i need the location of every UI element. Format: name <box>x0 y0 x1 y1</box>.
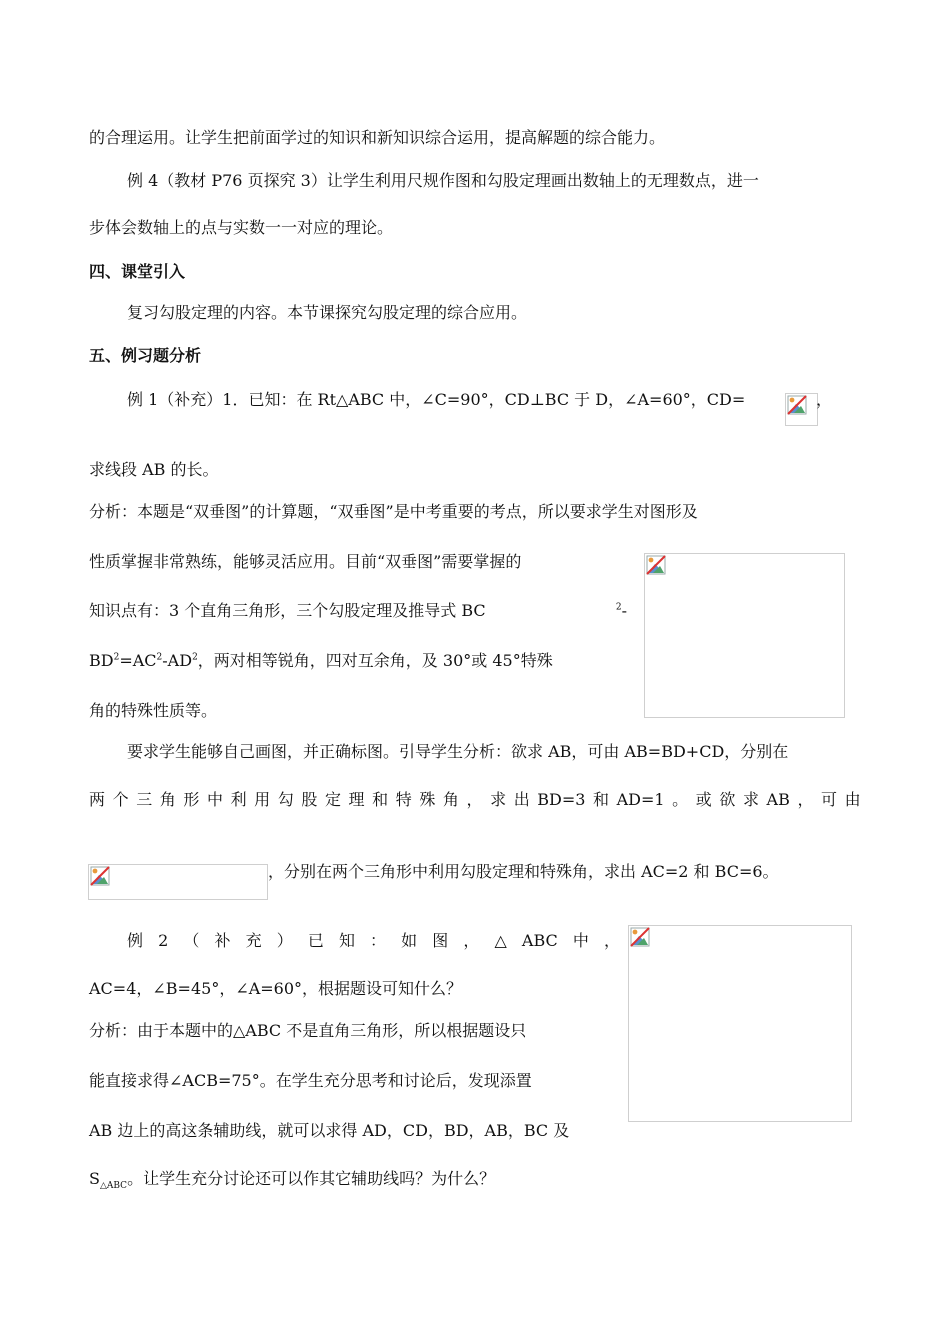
text-token: 中 <box>206 790 223 809</box>
text-line: 求线段 AB 的长。 <box>89 460 219 479</box>
figure-image <box>628 925 852 1122</box>
text-line: 要求学生能够自己画图，并正确标图。引导学生分析：欲求 AB，可由 AB=BD+CD，分别在 <box>127 742 789 761</box>
text-line: 能直接求得∠ACB=75°。在学生充分思考和讨论后，发现添置 <box>89 1071 532 1090</box>
text-line <box>89 600 627 622</box>
text-line-justified <box>89 789 861 811</box>
text-token: 2 <box>158 931 169 950</box>
text-token: ） <box>276 931 293 950</box>
broken-image-icon <box>646 555 666 575</box>
subscript: △ABC <box>99 1181 128 1192</box>
text-token: 和 <box>593 790 610 809</box>
text-line-justified <box>127 930 620 952</box>
broken-image-icon <box>90 866 110 886</box>
text-token: 用 <box>254 790 271 809</box>
text-line: 例 1（补充）1．已知：在 Rt△ABC 中，∠C=90°，CD⊥BC 于 D，∠A=60°，CD= <box>127 390 746 409</box>
broken-image-icon <box>630 927 650 947</box>
section-heading: 五、例习题分析 <box>89 346 202 365</box>
text-token: 补 <box>214 931 231 950</box>
text-run: BD <box>89 651 114 670</box>
text-token: 已 <box>307 931 324 950</box>
text-token: 殊 <box>419 790 436 809</box>
superscript: 2 <box>192 652 198 663</box>
text-line: ， <box>816 390 833 409</box>
broken-image-icon <box>787 395 807 415</box>
text-run: 知识点有：3 个直角三角形，三个勾股定理及推导式 BC <box>89 601 486 620</box>
text-token: 形 <box>183 790 200 809</box>
text-token: 知 <box>338 931 355 950</box>
text-token: 或 <box>695 790 712 809</box>
text-token: 和 <box>372 790 389 809</box>
text-line: 分析：本题是“双垂图”的计算题，“双垂图”是中考重要的考点，所以要求学生对图形及 <box>89 502 698 521</box>
text-run <box>616 600 627 622</box>
text-token: 股 <box>301 790 318 809</box>
text-run: -AD <box>162 651 193 670</box>
text-line: 性质掌握非常熟练，能够灵活应用。目前“双垂图”需要掌握的 <box>89 552 522 571</box>
text-token: 个 <box>112 790 129 809</box>
text-line: 的合理运用。让学生把前面学过的知识和新知识综合运用，提高解题的综合能力。 <box>89 128 666 147</box>
text-token: ， <box>463 931 480 950</box>
text-run: - <box>621 601 627 620</box>
section-heading: 四、课堂引入 <box>89 262 186 281</box>
text-token: 三 <box>136 790 153 809</box>
text-token: 角 <box>442 790 459 809</box>
text-token: 。 <box>672 790 689 809</box>
text-line <box>89 650 553 672</box>
text-line: ，分别在两个三角形中利用勾股定理和特殊角，求出 AC=2 和 BC=6。 <box>268 862 779 881</box>
text-token: ： <box>370 931 387 950</box>
text-token: （ <box>183 931 200 950</box>
text-line: AC=4，∠B=45°，∠A=60°，根据题设可知什么？ <box>89 979 463 998</box>
text-token: 由 <box>844 790 861 809</box>
superscript: 2 <box>113 652 120 663</box>
text-line: AB 边上的高这条辅助线，就可以求得 AD，CD，BD，AB，BC 及 <box>89 1121 570 1140</box>
text-token: 图 <box>432 931 449 950</box>
text-token: 充 <box>245 931 262 950</box>
text-token: 中 <box>572 931 589 950</box>
text-token: 如 <box>401 931 418 950</box>
inline-formula-image <box>88 864 268 900</box>
text-run: =AC <box>119 651 157 670</box>
text-run: S <box>89 1169 100 1188</box>
text-token: 定 <box>324 790 341 809</box>
text-line: 复习勾股定理的内容。本节课探究勾股定理的综合应用。 <box>127 303 528 322</box>
text-token: AD=1 <box>616 790 665 809</box>
text-token: 求 <box>742 790 759 809</box>
text-token: ， <box>603 931 620 950</box>
text-token: 求 <box>490 790 507 809</box>
text-token: ， <box>466 790 483 809</box>
superscript: 2 <box>156 652 163 663</box>
text-token: △ <box>494 931 507 950</box>
text-token: 可 <box>821 790 838 809</box>
text-token: 利 <box>230 790 247 809</box>
text-line: 例 4（教材 P76 页探究 3）让学生利用尺规作图和勾股定理画出数轴上的无理数点，进一 <box>127 171 759 190</box>
figure-image <box>644 553 845 718</box>
text-token: ABC <box>521 931 558 950</box>
text-token: 例 <box>127 931 144 950</box>
text-run: ，两对相等锐角，四对互余角，及 30°或 45°特殊 <box>197 651 553 670</box>
superscript: 2 <box>615 602 622 613</box>
text-token: 特 <box>395 790 412 809</box>
text-token: 理 <box>348 790 365 809</box>
text-line: 角的特殊性质等。 <box>89 701 218 720</box>
text-run: 。让学生充分讨论还可以作其它辅助线吗？为什么？ <box>127 1169 496 1188</box>
text-token: 欲 <box>719 790 736 809</box>
text-token: 出 <box>513 790 530 809</box>
text-line <box>89 1168 495 1190</box>
text-line: 分析：由于本题中的△ABC 不是直角三角形，所以根据题设只 <box>89 1021 527 1040</box>
text-token: 角 <box>159 790 176 809</box>
text-token: 两 <box>89 790 106 809</box>
text-token: AB <box>766 790 790 809</box>
text-token: ， <box>797 790 814 809</box>
inline-formula-image <box>785 393 818 426</box>
text-line: 步体会数轴上的点与实数一一对应的理论。 <box>89 218 394 237</box>
text-token: 勾 <box>277 790 294 809</box>
text-token: BD=3 <box>537 790 586 809</box>
